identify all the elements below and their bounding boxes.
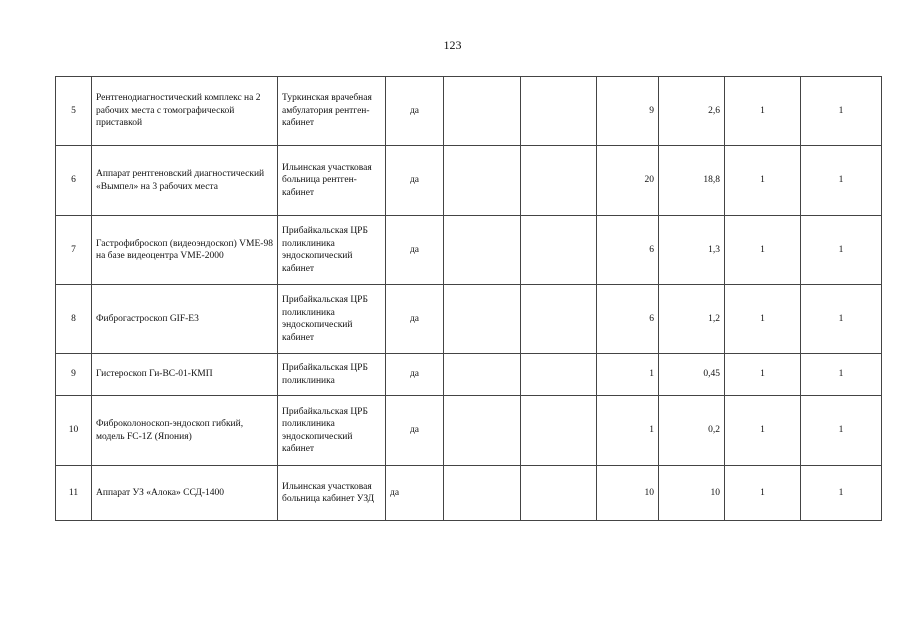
cost-value: 1,3 <box>659 216 725 285</box>
row-number: 5 <box>56 77 92 146</box>
empty-cell <box>521 354 597 396</box>
table-body <box>56 77 882 521</box>
equipment-location: Туркинская врачебная амбулатория рентген-кабинет <box>278 77 386 146</box>
availability: да <box>386 216 444 285</box>
in-use-count: 1 <box>725 216 801 285</box>
equipment-location: Ильинская участковая больница кабинет УЗД <box>278 466 386 521</box>
empty-cell <box>521 396 597 466</box>
equipment-name: Гастрофиброскоп (видеоэндоскоп) VME-98 на базе видеоцентра VME-2000 <box>92 216 278 285</box>
row-number: 9 <box>56 354 92 396</box>
quantity-value: 9 <box>597 77 659 146</box>
table-row <box>56 285 882 354</box>
cost-value: 2,6 <box>659 77 725 146</box>
cost-value: 18,8 <box>659 146 725 216</box>
empty-cell <box>521 77 597 146</box>
quantity-value: 6 <box>597 216 659 285</box>
availability: да <box>386 146 444 216</box>
equipment-location: Прибайкальская ЦРБ поликлиника эндоскопический кабинет <box>278 216 386 285</box>
equipment-location: Ильинская участковая больница рентген-кабинет <box>278 146 386 216</box>
availability: да <box>386 396 444 466</box>
cost-value: 10 <box>659 466 725 521</box>
equipment-location: Прибайкальская ЦРБ поликлиника эндоскопический кабинет <box>278 396 386 466</box>
row-number: 10 <box>56 396 92 466</box>
table-row <box>56 354 882 396</box>
equipment-name: Фиброгастроскоп GIF-E3 <box>92 285 278 354</box>
empty-cell <box>444 285 521 354</box>
required-count: 1 <box>801 216 882 285</box>
availability: да <box>386 285 444 354</box>
quantity-value: 1 <box>597 354 659 396</box>
equipment-table <box>55 76 882 521</box>
in-use-count: 1 <box>725 396 801 466</box>
table-row <box>56 146 882 216</box>
in-use-count: 1 <box>725 354 801 396</box>
table-row <box>56 77 882 146</box>
equipment-name: Аппарат рентгеновский диагностический «Вымпел» на 3 рабочих места <box>92 146 278 216</box>
page-number: 123 <box>443 38 462 52</box>
empty-cell <box>444 396 521 466</box>
empty-cell <box>521 466 597 521</box>
in-use-count: 1 <box>725 146 801 216</box>
table-row <box>56 216 882 285</box>
empty-cell <box>444 77 521 146</box>
availability: да <box>386 354 444 396</box>
in-use-count: 1 <box>725 77 801 146</box>
empty-cell <box>444 354 521 396</box>
quantity-value: 6 <box>597 285 659 354</box>
empty-cell <box>521 146 597 216</box>
equipment-name: Рентгенодиагностический комплекс на 2 рабочих места с томографической приставкой <box>92 77 278 146</box>
required-count: 1 <box>801 77 882 146</box>
row-number: 6 <box>56 146 92 216</box>
in-use-count: 1 <box>725 285 801 354</box>
empty-cell <box>444 146 521 216</box>
quantity-value: 20 <box>597 146 659 216</box>
required-count: 1 <box>801 285 882 354</box>
empty-cell <box>444 466 521 521</box>
table-row <box>56 396 882 466</box>
table-row <box>56 466 882 521</box>
empty-cell <box>521 216 597 285</box>
quantity-value: 10 <box>597 466 659 521</box>
cost-value: 0,2 <box>659 396 725 466</box>
required-count: 1 <box>801 146 882 216</box>
in-use-count: 1 <box>725 466 801 521</box>
empty-cell <box>444 216 521 285</box>
availability: да <box>386 466 444 521</box>
availability: да <box>386 77 444 146</box>
row-number: 11 <box>56 466 92 521</box>
equipment-location: Прибайкальская ЦРБ поликлиника <box>278 354 386 396</box>
cost-value: 1,2 <box>659 285 725 354</box>
quantity-value: 1 <box>597 396 659 466</box>
required-count: 1 <box>801 396 882 466</box>
equipment-name: Аппарат УЗ «Алока» ССД-1400 <box>92 466 278 521</box>
row-number: 7 <box>56 216 92 285</box>
empty-cell <box>521 285 597 354</box>
equipment-name: Гистероскоп Ги-ВС-01-КМП <box>92 354 278 396</box>
required-count: 1 <box>801 466 882 521</box>
equipment-location: Прибайкальская ЦРБ поликлиника эндоскопический кабинет <box>278 285 386 354</box>
equipment-name: Фиброколоноскоп-эндоскоп гибкий, модель FC-1Z (Япония) <box>92 396 278 466</box>
required-count: 1 <box>801 354 882 396</box>
row-number: 8 <box>56 285 92 354</box>
cost-value: 0,45 <box>659 354 725 396</box>
